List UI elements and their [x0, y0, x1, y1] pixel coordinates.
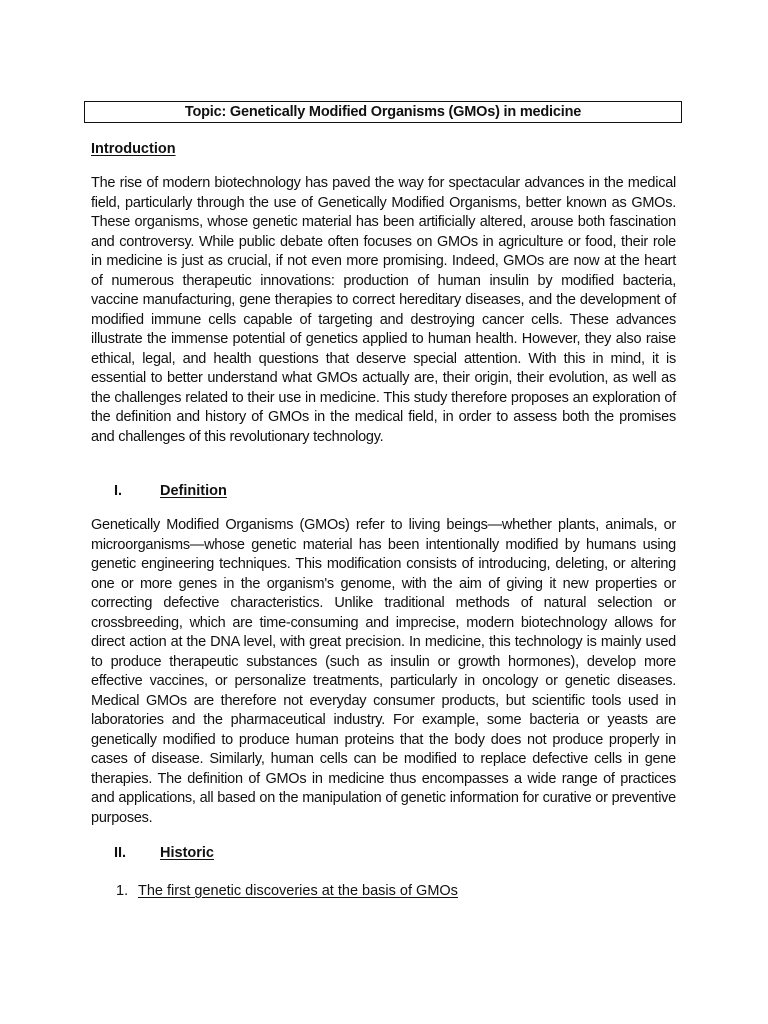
section-1-number: I.: [114, 483, 123, 499]
historic-heading: Historic: [160, 845, 214, 861]
subsection-1: [116, 883, 458, 899]
subsection-1-number: 1.: [116, 883, 129, 899]
definition-heading: Definition: [160, 483, 227, 499]
introduction-heading: Introduction: [91, 141, 176, 157]
topic-title: Topic: Genetically Modified Organisms (GMOs) in medicine: [84, 101, 682, 123]
section-2-number: II.: [114, 845, 127, 861]
introduction-paragraph: The rise of modern biotechnology has paved the way for spectacular advances in the medical field, particularly through the use of Genetically Modified Organisms, better known as GMOs. These organisms, whose genetic material has been artificially altered, arouse both fascination and controversy. While public debate often focuses on GMOs in agriculture or food, their role in medicine is just as crucial, if not even more promising. Indeed, GMOs are now at the heart of numerous therapeutic innovations: production of human insulin by modified bacteria, vaccine manufacturing, gene therapies to correct hereditary diseases, and the development of modified immune cells capable of targeting and destroying cancer cells. These advances illustrate the immense potential of genetics applied to human health. However, they also raise ethical, legal, and health questions that deserve special attention. With this in mind, it is essential to better understand what GMOs actually are, their origin, their evolution, as well as the challenges related to their use in medicine. This study therefore proposes an exploration of the definition and history of GMOs in the medical field, in order to assess both the promises and challenges of this revolutionary technology.: [91, 175, 676, 445]
definition-paragraph: Genetically Modified Organisms (GMOs) refer to living beings—whether plants, animals, or microorganisms—whose genetic material has been intentionally modified by humans using genetic engineering techniques. This modification consists of introducing, deleting, or altering one or more genes in the organism's genome, with the aim of giving it new properties or correcting defective characteristics. Unlike traditional methods of natural selection or crossbreeding, which are time-consuming and imprecise, modern biotechnology allows for direct action at the DNA level, with great precision. In medicine, this technology is mainly used to produce therapeutic substances (such as insulin or growth hormones), develop more effective vaccines, or personalize treatments, particularly in oncology or genetic diseases. Medical GMOs are therefore not everyday consumer products, but scientific tools used in laboratories and the pharmaceutical industry. For example, some bacteria or yeasts are genetically modified to produce human proteins that the body does not produce properly in cases of disease. Similarly, human cells can be modified to replace defective cells in gene therapies. The definition of GMOs in medicine thus encompasses a wide range of practices and applications, all based on the manipulation of genetic information for curative or preventive purposes.: [91, 517, 676, 826]
subsection-1-label: The first genetic discoveries at the basis of GMOs: [138, 883, 458, 899]
